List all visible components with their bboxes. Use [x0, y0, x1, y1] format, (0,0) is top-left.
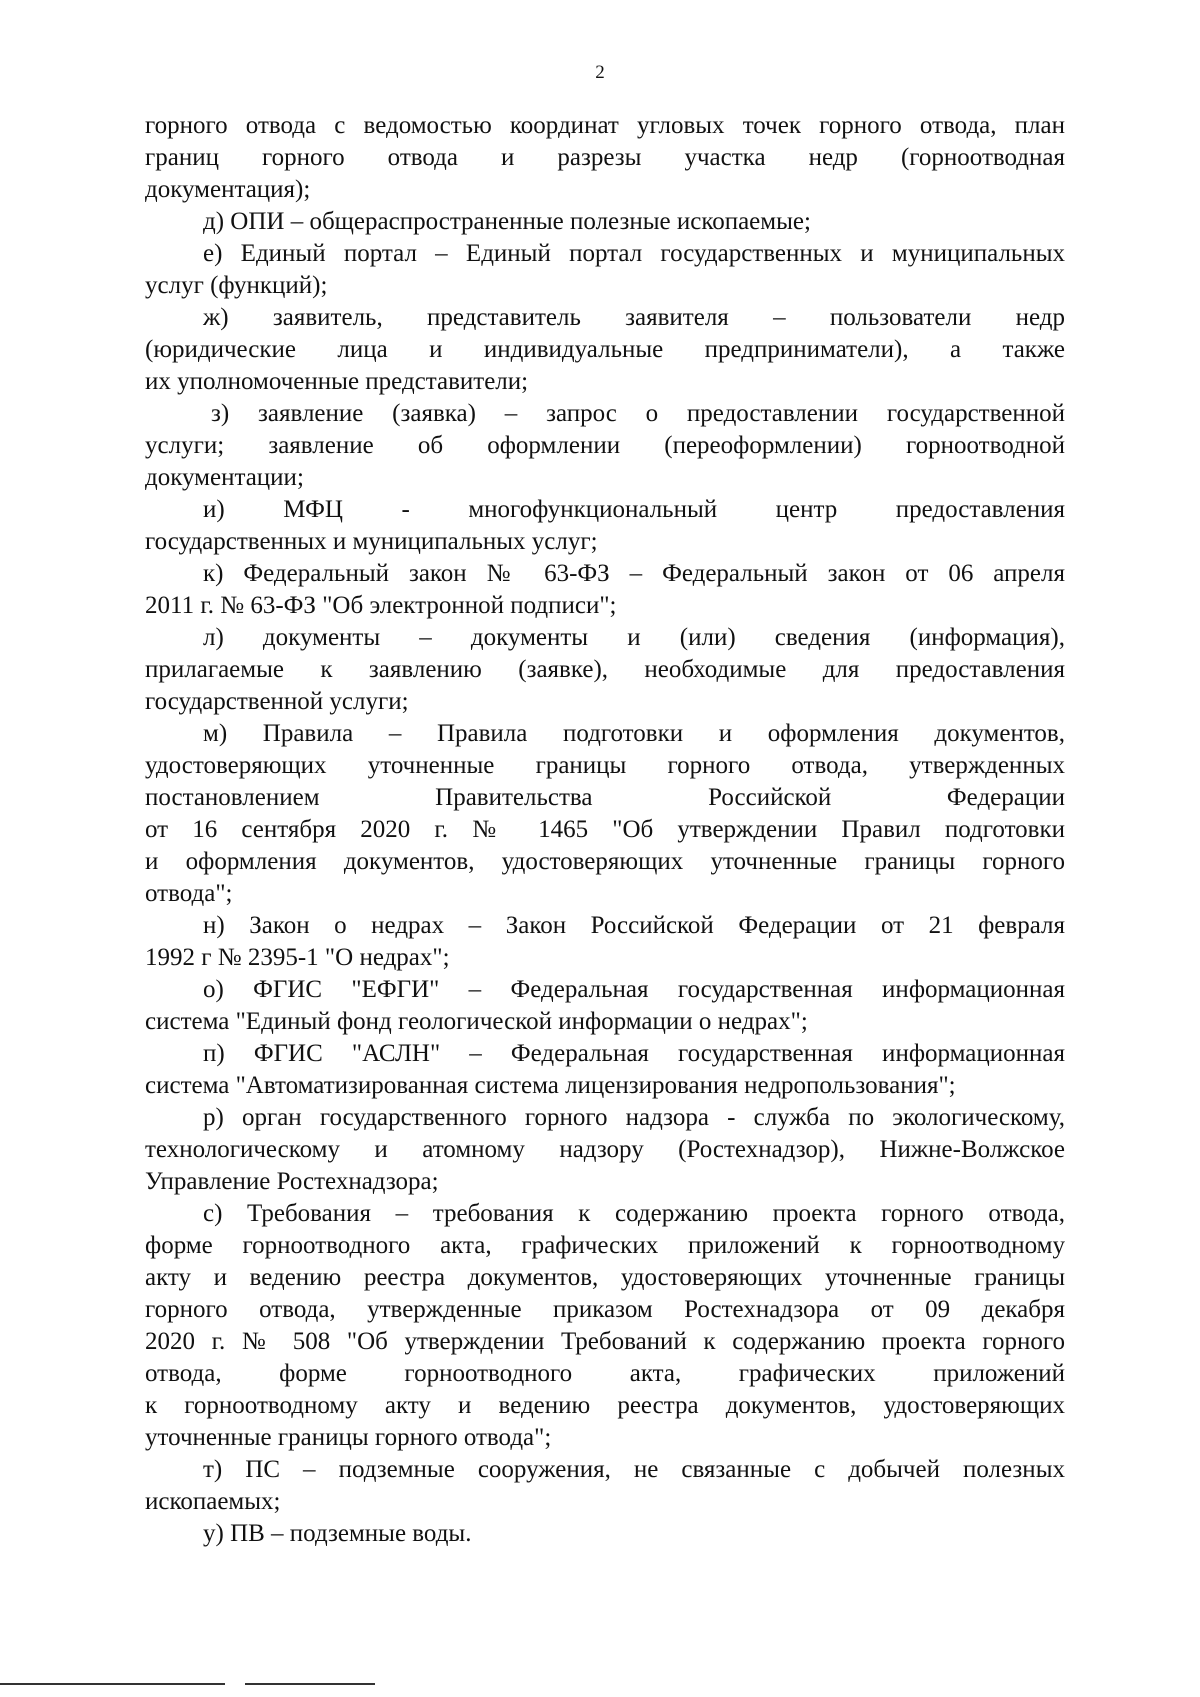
definition-r	[145, 1102, 1065, 1198]
text-line: з) заявление (заявка) – запрос о предоставлении государственной	[211, 400, 1065, 427]
definition-u	[145, 1518, 1065, 1550]
text-line: форме горноотводного акта, графических приложений к горноотводному	[145, 1232, 1065, 1259]
text-line: к горноотводному акту и ведению реестра документов, удостоверяющих	[145, 1392, 1065, 1419]
text-line: с) Требования – требования к содержанию проекта горного отвода,	[203, 1200, 1065, 1227]
scan-edge-mark	[245, 1683, 375, 1685]
text-line: 2011 г. № 63-ФЗ "Об электронной подписи";	[145, 592, 617, 619]
text-line: границ горного отвода и разрезы участка недр (горноотводная	[145, 144, 1065, 171]
text-line: система "Автоматизированная система лицензирования недропользования";	[145, 1072, 956, 1099]
text-line: у) ПВ – подземные воды.	[203, 1520, 472, 1547]
text-line: акту и ведению реестра документов, удостоверяющих уточненные границы	[145, 1264, 1065, 1291]
text-line: государственной услуги;	[145, 688, 409, 715]
definition-m	[145, 718, 1065, 910]
definition-t	[145, 1454, 1065, 1518]
text-line: горного отвода с ведомостью координат угловых точек горного отвода, план	[145, 112, 1065, 139]
text-line: их уполномоченные представители;	[145, 368, 529, 395]
definition-e	[145, 238, 1065, 302]
text-line: е) Единый портал – Единый портал государственных и муниципальных	[203, 240, 1065, 267]
definition-zh	[145, 302, 1065, 398]
page-number: 2	[595, 62, 605, 83]
text-line: (юридические лица и индивидуальные предприниматели), а также	[145, 336, 1065, 363]
text-line: документации;	[145, 464, 304, 491]
text-line: Управление Ростехнадзора;	[145, 1168, 439, 1195]
text-line: и) МФЦ - многофункциональный центр предоставления	[203, 496, 1065, 523]
text-line: л) документы – документы и (или) сведения (информация),	[203, 624, 1065, 651]
text-line: т) ПС – подземные сооружения, не связанные с добычей полезных	[203, 1456, 1065, 1483]
text-line: 2020 г. № 508 "Об утверждении Требований к содержанию проекта горного	[145, 1328, 1065, 1355]
text-line: постановлением Правительства Российской Федерации	[145, 784, 1065, 811]
text-line: услуги; заявление об оформлении (переоформлении) горноотводной	[145, 432, 1065, 459]
text-line: отвода, форме горноотводного акта, графических приложений	[145, 1360, 1065, 1387]
definition-d	[145, 206, 1065, 238]
definition-n	[145, 910, 1065, 974]
text-line: о) ФГИС "ЕФГИ" – Федеральная государственная информационная	[203, 976, 1065, 1003]
definition-p	[145, 1038, 1065, 1102]
text-line: р) орган государственного горного надзора - служба по экологическому,	[203, 1104, 1065, 1131]
text-line: удостоверяющих уточненные границы горного отвода, утвержденных	[145, 752, 1065, 779]
text-line: д) ОПИ – общераспространенные полезные ископаемые;	[203, 208, 811, 235]
definition-i	[145, 494, 1065, 558]
definition-k	[145, 558, 1065, 622]
text-line: и оформления документов, удостоверяющих уточненные границы горного	[145, 848, 1065, 875]
scan-edge-mark	[0, 1683, 225, 1685]
text-line: прилагаемые к заявлению (заявке), необходимые для предоставления	[145, 656, 1065, 683]
definition-z	[145, 398, 1065, 494]
text-line: п) ФГИС "АСЛН" – Федеральная государственная информационная	[203, 1040, 1065, 1067]
document-body	[145, 110, 1065, 1550]
text-line: ж) заявитель, представитель заявителя – пользователи недр	[203, 304, 1065, 331]
text-line: уточненные границы горного отвода";	[145, 1424, 552, 1451]
text-line: система "Единый фонд геологической информации о недрах";	[145, 1008, 808, 1035]
text-line: к) Федеральный закон № 63-ФЗ – Федеральный закон от 06 апреля	[203, 560, 1065, 587]
paragraph-continuation	[145, 110, 1065, 206]
text-line: услуг (функций);	[145, 272, 328, 299]
text-line: документация);	[145, 176, 311, 203]
text-line: 1992 г № 2395-1 "О недрах";	[145, 944, 450, 971]
text-line: н) Закон о недрах – Закон Российской Федерации от 21 февраля	[203, 912, 1065, 939]
text-line: государственных и муниципальных услуг;	[145, 528, 598, 555]
text-line: ископаемых;	[145, 1488, 281, 1515]
definition-s	[145, 1198, 1065, 1454]
text-line: горного отвода, утвержденные приказом Ростехнадзора от 09 декабря	[145, 1296, 1065, 1323]
text-line: м) Правила – Правила подготовки и оформления документов,	[203, 720, 1065, 747]
text-line: технологическому и атомному надзору (Ростехнадзор), Нижне-Волжское	[145, 1136, 1065, 1163]
definition-l	[145, 622, 1065, 718]
definition-o	[145, 974, 1065, 1038]
text-line: отвода";	[145, 880, 233, 907]
text-line: от 16 сентября 2020 г. № 1465 "Об утверждении Правил подготовки	[145, 816, 1065, 843]
